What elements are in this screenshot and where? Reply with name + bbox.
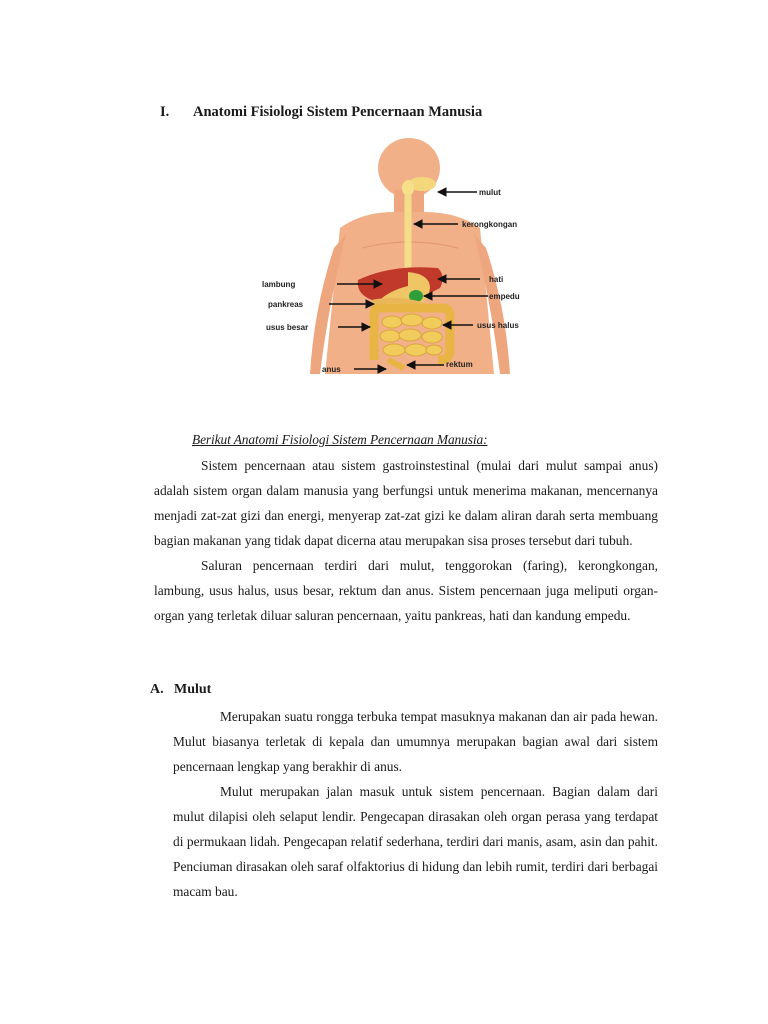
section-a-letter: A. (150, 682, 164, 697)
intro-paragraph-2: Saluran pencernaan terdiri dari mulut, tenggorokan (faring), kerongkongan, lambung, usus halus, usus besar, rektum dan anus. Sistem pencernaan juga meliputi organ-organ yang terletak diluar saluran pencernaan, yaitu pankreas, hati dan kandung empedu. (154, 558, 658, 623)
figure-subtitle: Berikut Anatomi Fisiologi Sistem Pencernaan Manusia: (192, 432, 488, 447)
label-empedu: empedu (489, 292, 520, 301)
label-usus-besar: usus besar (266, 323, 309, 332)
section-a-heading (150, 682, 211, 698)
label-hati: hati (489, 275, 504, 284)
section-a-text (173, 704, 658, 904)
section-heading (160, 104, 482, 121)
section-a-title: Mulut (174, 682, 212, 697)
label-kerongkongan: kerongkongan (462, 220, 518, 229)
label-mulut: mulut (479, 188, 501, 197)
intro-text (154, 453, 658, 628)
heading-number: I. (160, 104, 170, 120)
heading-title: Anatomi Fisiologi Sistem Pencernaan Manusia (193, 104, 483, 120)
label-anus: anus (322, 365, 341, 374)
label-usus-halus: usus halus (477, 321, 519, 330)
small-intestine-organ (380, 314, 442, 356)
digestive-system-figure (262, 138, 547, 374)
intro-paragraph-1: Sistem pencernaan atau sistem gastroinstestinal (mulai dari mulut sampai anus) adalah sistem organ dalam manusia yang berfungsi untuk menerima makanan, mencernanya menjadi zat-zat gizi dan energi, menyerap zat-zat gizi ke dalam aliran darah serta membuang bagian makanan yang tidak dapat dicerna atau merupakan sisa proses tersebut dari tubuh. (154, 458, 658, 548)
label-rektum: rektum (446, 360, 473, 369)
digestive-system-diagram (262, 138, 547, 374)
section-a-paragraph-1: Merupakan suatu rongga terbuka tempat masuknya makanan dan air pada hewan. Mulut biasanya terletak di kepala dan umumnya merupakan bagian awal dari sistem pencernaan lengkap yang berakhir di anus. (173, 709, 658, 774)
section-a-paragraph-2: Mulut merupakan jalan masuk untuk sistem pencernaan. Bagian dalam dari mulut dilapisi oleh selaput lendir. Pengecapan dirasakan oleh organ perasa yang terdapat di permukaan lidah. Pengecapan relatif sederhana, terdiri dari manis, asam, asin dan pahit. Penciuman dirasakan oleh saraf olfaktorius di hidung dan lebih rumit, terdiri dari berbagai macam bau. (173, 784, 658, 899)
label-lambung: lambung (262, 280, 296, 289)
label-pankreas: pankreas (268, 300, 304, 309)
